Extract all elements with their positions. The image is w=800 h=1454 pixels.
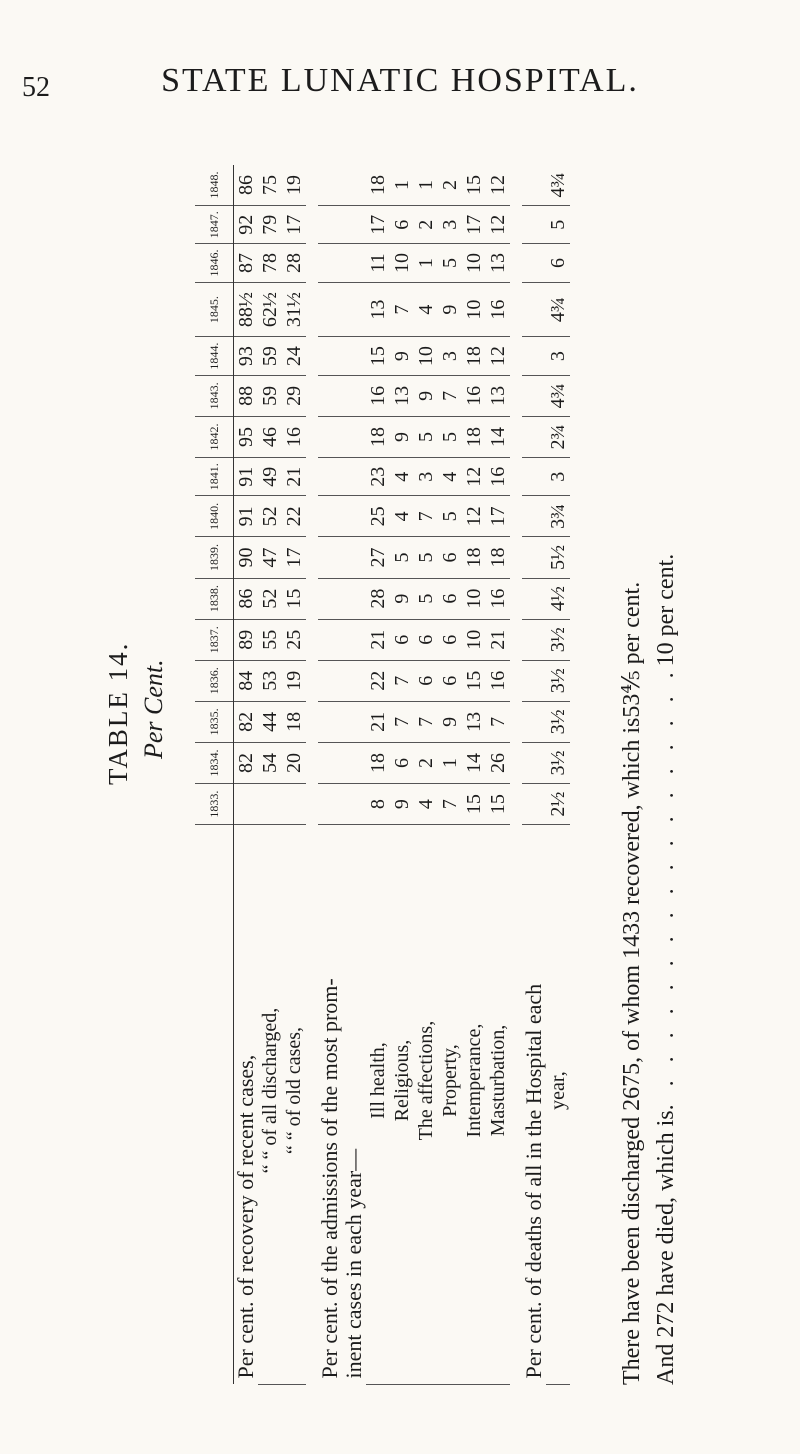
value-cell (234, 784, 259, 825)
value-cell: 62½ (258, 282, 282, 337)
table-row (342, 165, 366, 1385)
page-number: 52 (22, 72, 50, 103)
value-cell: 10 (462, 619, 486, 660)
running-head: STATE LUNATIC HOSPITAL. (161, 62, 639, 99)
value-cell (318, 784, 342, 825)
value-cell (522, 578, 546, 619)
value-cell: 2½ (546, 784, 570, 825)
row-label: Per cent. of recovery of recent cases, (234, 825, 259, 1385)
year-header: 1847. (195, 206, 234, 244)
value-cell: 5 (414, 578, 438, 619)
value-cell: 29 (282, 375, 306, 416)
row-label: Intemperance, (462, 825, 486, 1385)
value-cell: 17 (282, 206, 306, 244)
value-cell (342, 244, 366, 282)
value-cell: 9 (390, 784, 414, 825)
value-cell: 53 (258, 660, 282, 701)
value-cell: 3½ (546, 619, 570, 660)
value-cell: 49 (258, 458, 282, 496)
value-cell: 26 (486, 742, 510, 783)
value-cell: 2 (414, 742, 438, 783)
summary-value: 53⅘ per cent. (619, 581, 645, 718)
table-row (546, 165, 570, 1385)
value-cell (318, 578, 342, 619)
year-header-row (195, 165, 234, 1385)
value-cell (342, 742, 366, 783)
value-cell (318, 701, 342, 742)
year-header: 1840. (195, 496, 234, 537)
table-row (318, 165, 342, 1385)
value-cell: 21 (282, 458, 306, 496)
value-cell: 15 (366, 337, 390, 375)
value-cell: 13 (390, 375, 414, 416)
value-cell: 5½ (546, 537, 570, 578)
value-cell: 20 (282, 742, 306, 783)
value-cell: 21 (486, 619, 510, 660)
value-cell: 12 (462, 458, 486, 496)
value-cell: 13 (486, 375, 510, 416)
value-cell: 25 (366, 496, 390, 537)
year-header: 1835. (195, 701, 234, 742)
value-cell: 10 (390, 244, 414, 282)
value-cell: 24 (282, 337, 306, 375)
value-cell: 5 (414, 416, 438, 457)
value-cell: 9 (438, 282, 462, 337)
value-cell: 28 (282, 244, 306, 282)
value-cell: 4¾ (546, 375, 570, 416)
value-cell: 18 (486, 537, 510, 578)
value-cell: 12 (486, 337, 510, 375)
value-cell: 16 (366, 375, 390, 416)
value-cell: 6 (438, 578, 462, 619)
value-cell: 82 (234, 742, 259, 783)
value-cell (318, 206, 342, 244)
value-cell: 9 (390, 578, 414, 619)
value-cell: 6 (438, 660, 462, 701)
value-cell: 17 (486, 496, 510, 537)
year-header: 1842. (195, 416, 234, 457)
value-cell (522, 619, 546, 660)
value-cell (522, 337, 546, 375)
value-cell: 12 (486, 165, 510, 206)
value-cell: 95 (234, 416, 259, 457)
value-cell: 9 (390, 416, 414, 457)
value-cell: 59 (258, 375, 282, 416)
value-cell: 91 (234, 496, 259, 537)
value-cell: 14 (462, 742, 486, 783)
value-cell (342, 496, 366, 537)
value-cell: 19 (282, 165, 306, 206)
year-header: 1836. (195, 660, 234, 701)
value-cell: 15 (462, 660, 486, 701)
value-cell (342, 537, 366, 578)
value-cell: 6 (414, 660, 438, 701)
table-row (282, 165, 306, 1385)
value-cell: 17 (462, 206, 486, 244)
value-cell (318, 660, 342, 701)
value-cell: 4½ (546, 578, 570, 619)
value-cell: 7 (390, 282, 414, 337)
value-cell: 3¾ (546, 496, 570, 537)
value-cell: 11 (366, 244, 390, 282)
value-cell (342, 416, 366, 457)
value-cell: 28 (366, 578, 390, 619)
value-cell (342, 282, 366, 337)
table-row (258, 165, 282, 1385)
value-cell: 6 (438, 619, 462, 660)
year-header: 1846. (195, 244, 234, 282)
value-cell: 21 (366, 701, 390, 742)
value-cell: 18 (462, 537, 486, 578)
value-cell: 7 (438, 375, 462, 416)
value-cell (258, 784, 282, 825)
value-cell (522, 416, 546, 457)
summary-text: There have been discharged 2675, of whom 1433 recovered, which is (619, 717, 645, 1385)
value-cell: 9 (390, 337, 414, 375)
value-cell: 6 (546, 244, 570, 282)
value-cell: 4 (414, 784, 438, 825)
value-cell: 17 (282, 537, 306, 578)
value-cell: 4 (390, 496, 414, 537)
value-cell: 16 (462, 375, 486, 416)
value-cell: 52 (258, 496, 282, 537)
value-cell: 52 (258, 578, 282, 619)
year-header: 1834. (195, 742, 234, 783)
value-cell: 5 (390, 537, 414, 578)
value-cell (522, 784, 546, 825)
value-cell: 1 (438, 742, 462, 783)
value-cell: 79 (258, 206, 282, 244)
value-cell: 4¾ (546, 282, 570, 337)
value-cell (522, 165, 546, 206)
value-cell: 3 (546, 458, 570, 496)
value-cell (318, 416, 342, 457)
value-cell: 54 (258, 742, 282, 783)
year-header: 1844. (195, 337, 234, 375)
value-cell (522, 496, 546, 537)
value-cell: 6 (438, 537, 462, 578)
value-cell: 18 (366, 416, 390, 457)
year-header: 1848. (195, 165, 234, 206)
value-cell: 16 (486, 660, 510, 701)
value-cell (342, 165, 366, 206)
row-label: Property, (438, 825, 462, 1385)
table-row (366, 165, 390, 1385)
table-row (234, 165, 259, 1385)
value-cell: 3 (438, 337, 462, 375)
row-label: year, (546, 825, 570, 1385)
value-cell: 12 (486, 206, 510, 244)
value-cell: 13 (486, 244, 510, 282)
value-cell: 86 (234, 165, 259, 206)
statistics-table (195, 165, 570, 1385)
value-cell (282, 784, 306, 825)
year-header: 1839. (195, 537, 234, 578)
value-cell: 21 (366, 619, 390, 660)
value-cell (342, 701, 366, 742)
value-cell: 22 (282, 496, 306, 537)
value-cell: 86 (234, 578, 259, 619)
value-cell: 5 (414, 537, 438, 578)
table-row (462, 165, 486, 1385)
value-cell: 15 (486, 784, 510, 825)
value-cell: 2¾ (546, 416, 570, 457)
value-cell (318, 458, 342, 496)
value-cell: 27 (366, 537, 390, 578)
table-title: TABLE 14. (103, 641, 133, 785)
value-cell (342, 206, 366, 244)
value-cell (318, 244, 342, 282)
value-cell: 5 (438, 496, 462, 537)
table-row (390, 165, 414, 1385)
value-cell (342, 578, 366, 619)
value-cell: 1 (390, 165, 414, 206)
value-cell (318, 337, 342, 375)
value-cell: 84 (234, 660, 259, 701)
value-cell: 3½ (546, 701, 570, 742)
summary-text: And 272 have died, which is (653, 1110, 679, 1385)
value-cell (318, 619, 342, 660)
row-label: “ “ of all discharged, (258, 825, 282, 1385)
year-header: 1833. (195, 784, 234, 825)
value-cell: 5 (438, 244, 462, 282)
table-row (414, 165, 438, 1385)
value-cell (342, 784, 366, 825)
table-row (486, 165, 510, 1385)
value-cell (522, 458, 546, 496)
summary-footer (615, 553, 683, 1385)
value-cell: 16 (282, 416, 306, 457)
value-cell: 9 (438, 701, 462, 742)
value-cell: 3½ (546, 660, 570, 701)
value-cell: 44 (258, 701, 282, 742)
value-cell: 17 (366, 206, 390, 244)
value-cell: 6 (390, 619, 414, 660)
value-cell: 4 (414, 282, 438, 337)
value-cell (318, 742, 342, 783)
value-cell: 7 (438, 784, 462, 825)
row-label: Religious, (390, 825, 414, 1385)
value-cell: 8 (366, 784, 390, 825)
value-cell: 5 (438, 416, 462, 457)
summary-line-died (649, 553, 683, 1385)
value-cell: 14 (486, 416, 510, 457)
value-cell: 10 (462, 282, 486, 337)
row-label: Ill health, (366, 825, 390, 1385)
value-cell: 10 (462, 578, 486, 619)
value-cell (522, 206, 546, 244)
value-cell: 18 (366, 165, 390, 206)
value-cell: 88 (234, 375, 259, 416)
summary-line-discharged (615, 581, 649, 1385)
label-column-header (195, 825, 234, 1385)
rotated-table-region (95, 105, 705, 1395)
value-cell (522, 537, 546, 578)
value-cell: 3 (438, 206, 462, 244)
summary-value: 10 per cent. (653, 553, 679, 667)
value-cell: 16 (486, 282, 510, 337)
value-cell (342, 619, 366, 660)
year-header: 1838. (195, 578, 234, 619)
value-cell: 12 (462, 496, 486, 537)
value-cell: 82 (234, 701, 259, 742)
value-cell: 3½ (546, 742, 570, 783)
value-cell: 18 (282, 701, 306, 742)
row-label: Masturbation, (486, 825, 510, 1385)
value-cell: 7 (486, 701, 510, 742)
value-cell (522, 282, 546, 337)
value-cell: 78 (258, 244, 282, 282)
value-cell: 55 (258, 619, 282, 660)
value-cell: 91 (234, 458, 259, 496)
value-cell: 4¾ (546, 165, 570, 206)
value-cell: 75 (258, 165, 282, 206)
value-cell: 5 (546, 206, 570, 244)
value-cell: 4 (438, 458, 462, 496)
value-cell: 25 (282, 619, 306, 660)
value-cell (522, 701, 546, 742)
value-cell: 10 (462, 244, 486, 282)
year-header: 1845. (195, 282, 234, 337)
value-cell: 87 (234, 244, 259, 282)
value-cell: 3 (414, 458, 438, 496)
value-cell: 18 (366, 742, 390, 783)
value-cell (318, 165, 342, 206)
year-header: 1841. (195, 458, 234, 496)
row-label: inent cases in each year— (341, 1148, 366, 1379)
table-row (438, 165, 462, 1385)
value-cell: 4 (390, 458, 414, 496)
value-cell (318, 375, 342, 416)
value-cell (342, 458, 366, 496)
row-label: Per cent. of the admissions of the most prom- (317, 978, 342, 1379)
value-cell: 15 (282, 578, 306, 619)
value-cell: 1 (414, 244, 438, 282)
value-cell (342, 660, 366, 701)
value-cell: 88½ (234, 282, 259, 337)
table-row (522, 165, 546, 1385)
value-cell: 2 (414, 206, 438, 244)
value-cell: 22 (366, 660, 390, 701)
value-cell: 90 (234, 537, 259, 578)
value-cell: 18 (462, 416, 486, 457)
value-cell: 16 (486, 458, 510, 496)
value-cell: 93 (234, 337, 259, 375)
year-header: 1837. (195, 619, 234, 660)
leader-dots: . . . . . . . . . . . . . . . . . . . (653, 666, 679, 1111)
value-cell: 9 (414, 375, 438, 416)
value-cell: 2 (438, 165, 462, 206)
value-cell: 7 (414, 701, 438, 742)
value-cell: 92 (234, 206, 259, 244)
value-cell: 31½ (282, 282, 306, 337)
value-cell (342, 375, 366, 416)
value-cell (522, 660, 546, 701)
row-label: “ “ of old cases, (282, 825, 306, 1385)
value-cell: 13 (462, 701, 486, 742)
value-cell: 13 (366, 282, 390, 337)
value-cell: 16 (486, 578, 510, 619)
value-cell: 59 (258, 337, 282, 375)
year-header: 1843. (195, 375, 234, 416)
value-cell: 3 (546, 337, 570, 375)
value-cell: 89 (234, 619, 259, 660)
value-cell: 23 (366, 458, 390, 496)
value-cell (522, 375, 546, 416)
value-cell: 19 (282, 660, 306, 701)
row-label: The affections, (414, 825, 438, 1385)
value-cell: 6 (390, 206, 414, 244)
value-cell: 15 (462, 784, 486, 825)
value-cell: 46 (258, 416, 282, 457)
row-label: Per cent. of deaths of all in the Hospital each (521, 983, 546, 1379)
table-subtitle: Per Cent. (139, 659, 168, 759)
value-cell (522, 244, 546, 282)
value-cell: 1 (414, 165, 438, 206)
value-cell: 6 (390, 742, 414, 783)
value-cell (342, 337, 366, 375)
value-cell (318, 537, 342, 578)
value-cell (318, 282, 342, 337)
value-cell: 18 (462, 337, 486, 375)
value-cell: 7 (390, 701, 414, 742)
value-cell: 6 (414, 619, 438, 660)
value-cell: 10 (414, 337, 438, 375)
value-cell: 7 (414, 496, 438, 537)
value-cell (318, 496, 342, 537)
value-cell: 15 (462, 165, 486, 206)
value-cell: 47 (258, 537, 282, 578)
value-cell (522, 742, 546, 783)
value-cell: 7 (390, 660, 414, 701)
